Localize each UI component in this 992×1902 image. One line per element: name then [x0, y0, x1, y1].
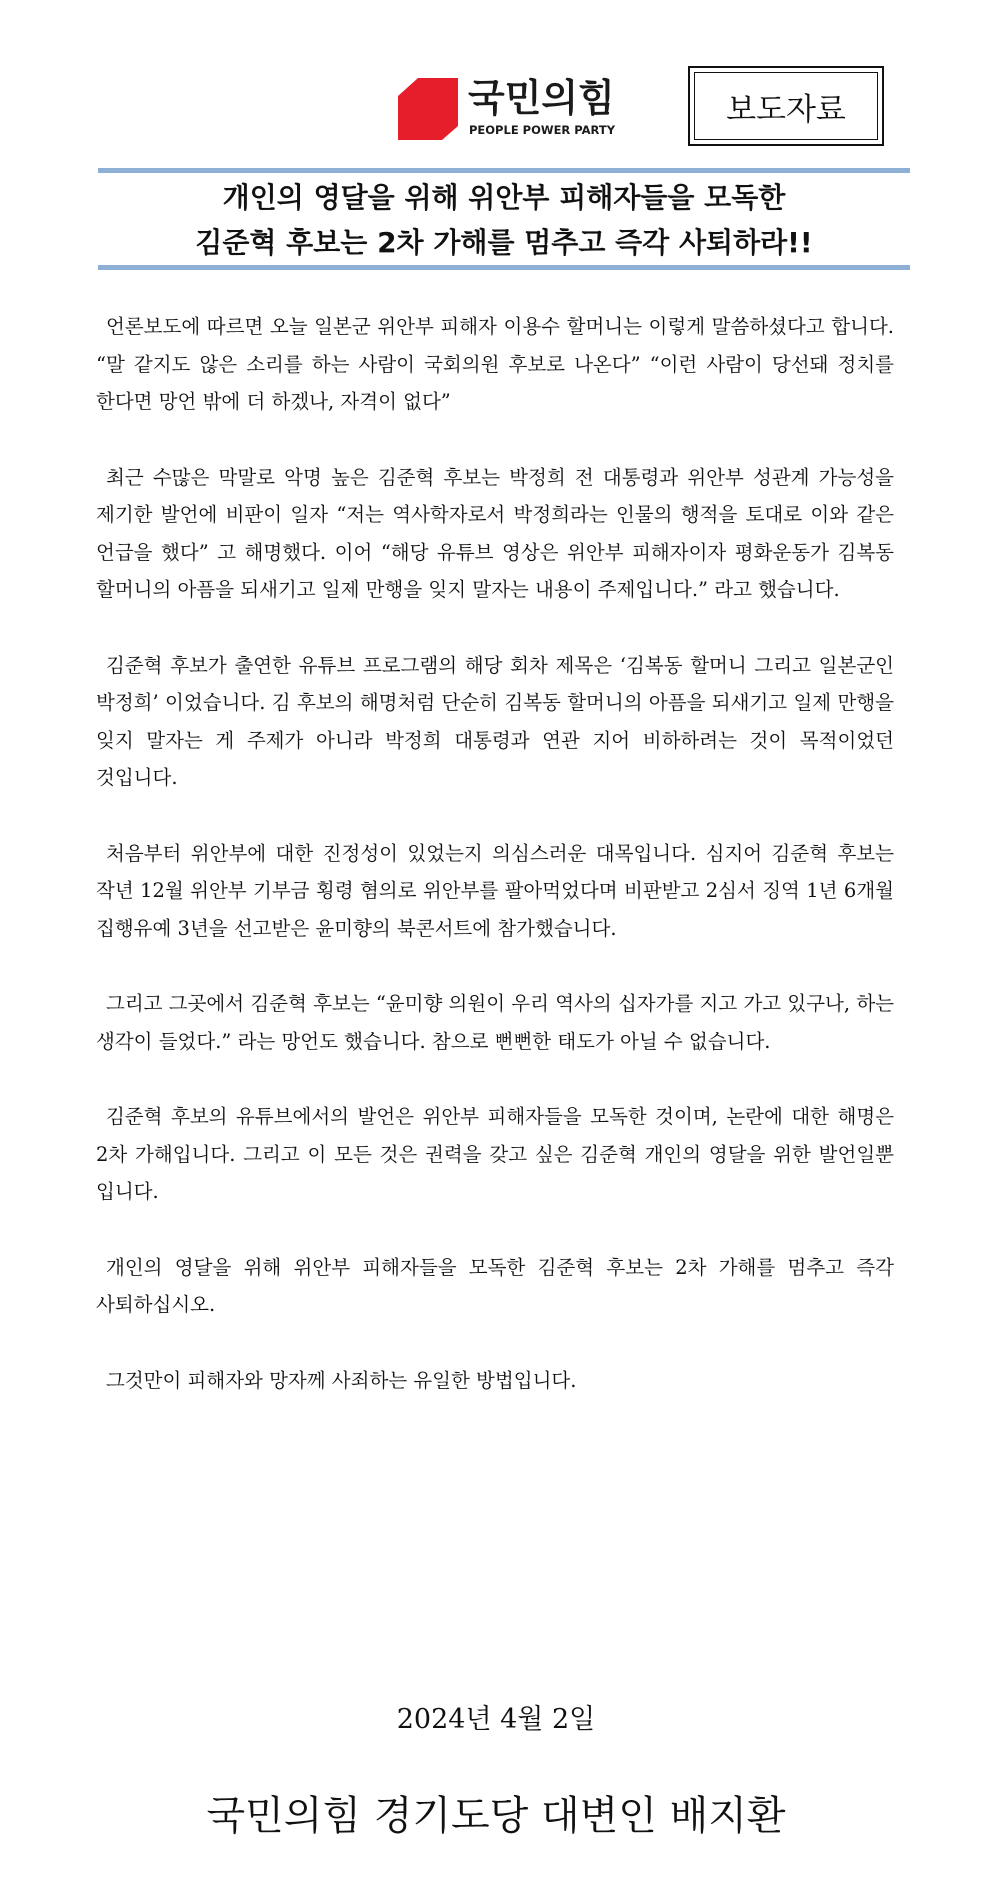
body-paragraph-3: 김준혁 후보가 출연한 유튜브 프로그램의 해당 회차 제목은 ‘김복동 할머니 그리고 일본군인 박정희’ 이었습니다. 김 후보의 해명처럼 단순히 김복동 할머니의 아픔을 되새기고 일제 만행을 잊지 말자는 게 주제가 아니라 박정희 대통령과 연관 지어 비하하려는 것이 목적이었던 것입니다. — [96, 653, 894, 789]
body-paragraph-2: 최근 수많은 막말로 악명 높은 김준혁 후보는 박정희 전 대통령과 위안부 성관계 가능성을 제기한 발언에 비판이 일자 “저는 역사학자로서 박정희라는 인물의 행적을 토대로 이와 같은 언급을 했다” 고 해명했다. 이어 “해당 유튜브 영상은 위안부 피해자이자 평화운동가 김복동 할머니의 아픔을 되새기고 일제 만행을 잊지 말자는 내용이 주제입니다.” 라고 했습니다. — [96, 465, 894, 601]
body-paragraph-8: 그것만이 피해자와 망자께 사죄하는 유일한 방법입니다. — [106, 1368, 577, 1392]
party-logo-mark-icon — [398, 78, 458, 140]
body-paragraph-4: 처음부터 위안부에 대한 진정성이 있었는지 의심스러운 대목입니다. 심지어 김준혁 후보는 작년 12월 위안부 기부금 횡령 혐의로 위안부를 팔아먹었다며 비판받고 2심서 징역 1년 6개월 집행유예 3년을 선고받은 윤미향의 북콘서트에 참가했습니다. — [96, 841, 894, 940]
headline-line-2: 김준혁 후보는 2차 가해를 멈추고 즉각 사퇴하라!! — [195, 226, 813, 259]
release-date: 2024년 4월 2일 — [396, 1704, 596, 1735]
press-release-badge — [688, 66, 884, 146]
headline-block — [98, 168, 910, 270]
party-logo-subtitle: PEOPLE POWER PARTY — [469, 123, 616, 137]
document-header — [0, 0, 992, 160]
press-release-label: 보도자료 — [694, 72, 878, 140]
party-logo — [398, 76, 616, 142]
body-paragraph-1: 언론보도에 따르면 오늘 일본군 위안부 피해자 이용수 할머니는 이렇게 말씀하셨다고 합니다. “말 같지도 않은 소리를 하는 사람이 국회의원 후보로 나온다” “이런 사람이 당선돼 정치를 한다면 망언 밖에 더 하겠나, 자격이 없다” — [96, 315, 894, 413]
party-logo-name: 국민의힘 — [468, 76, 615, 120]
press-release-body — [96, 308, 894, 1437]
body-paragraph-7: 개인의 영달을 위해 위안부 피해자들을 모독한 김준혁 후보는 2차 가해를 멈추고 즉각 사퇴하십시오. — [96, 1255, 894, 1316]
spokesperson-signature: 국민의힘 경기도당 대변인 배지환 — [206, 1793, 786, 1839]
body-paragraph-5: 그리고 그곳에서 김준혁 후보는 “윤미향 의원이 우리 역사의 십자가를 지고 가고 있구나, 하는 생각이 들었다.” 라는 망언도 했습니다. 참으로 뻔뻔한 태도가 아닐 수 없습니다. — [96, 992, 894, 1053]
headline-line-1: 개인의 영달을 위해 위안부 피해자들을 모독한 — [222, 181, 786, 214]
body-paragraph-6: 김준혁 후보의 유튜브에서의 발언은 위안부 피해자들을 모독한 것이며, 논란에 대한 해명은 2차 가해입니다. 그리고 이 모든 것은 권력을 갖고 싶은 김준혁 개인의 영달을 위한 발언일뿐 입니다. — [96, 1105, 894, 1203]
